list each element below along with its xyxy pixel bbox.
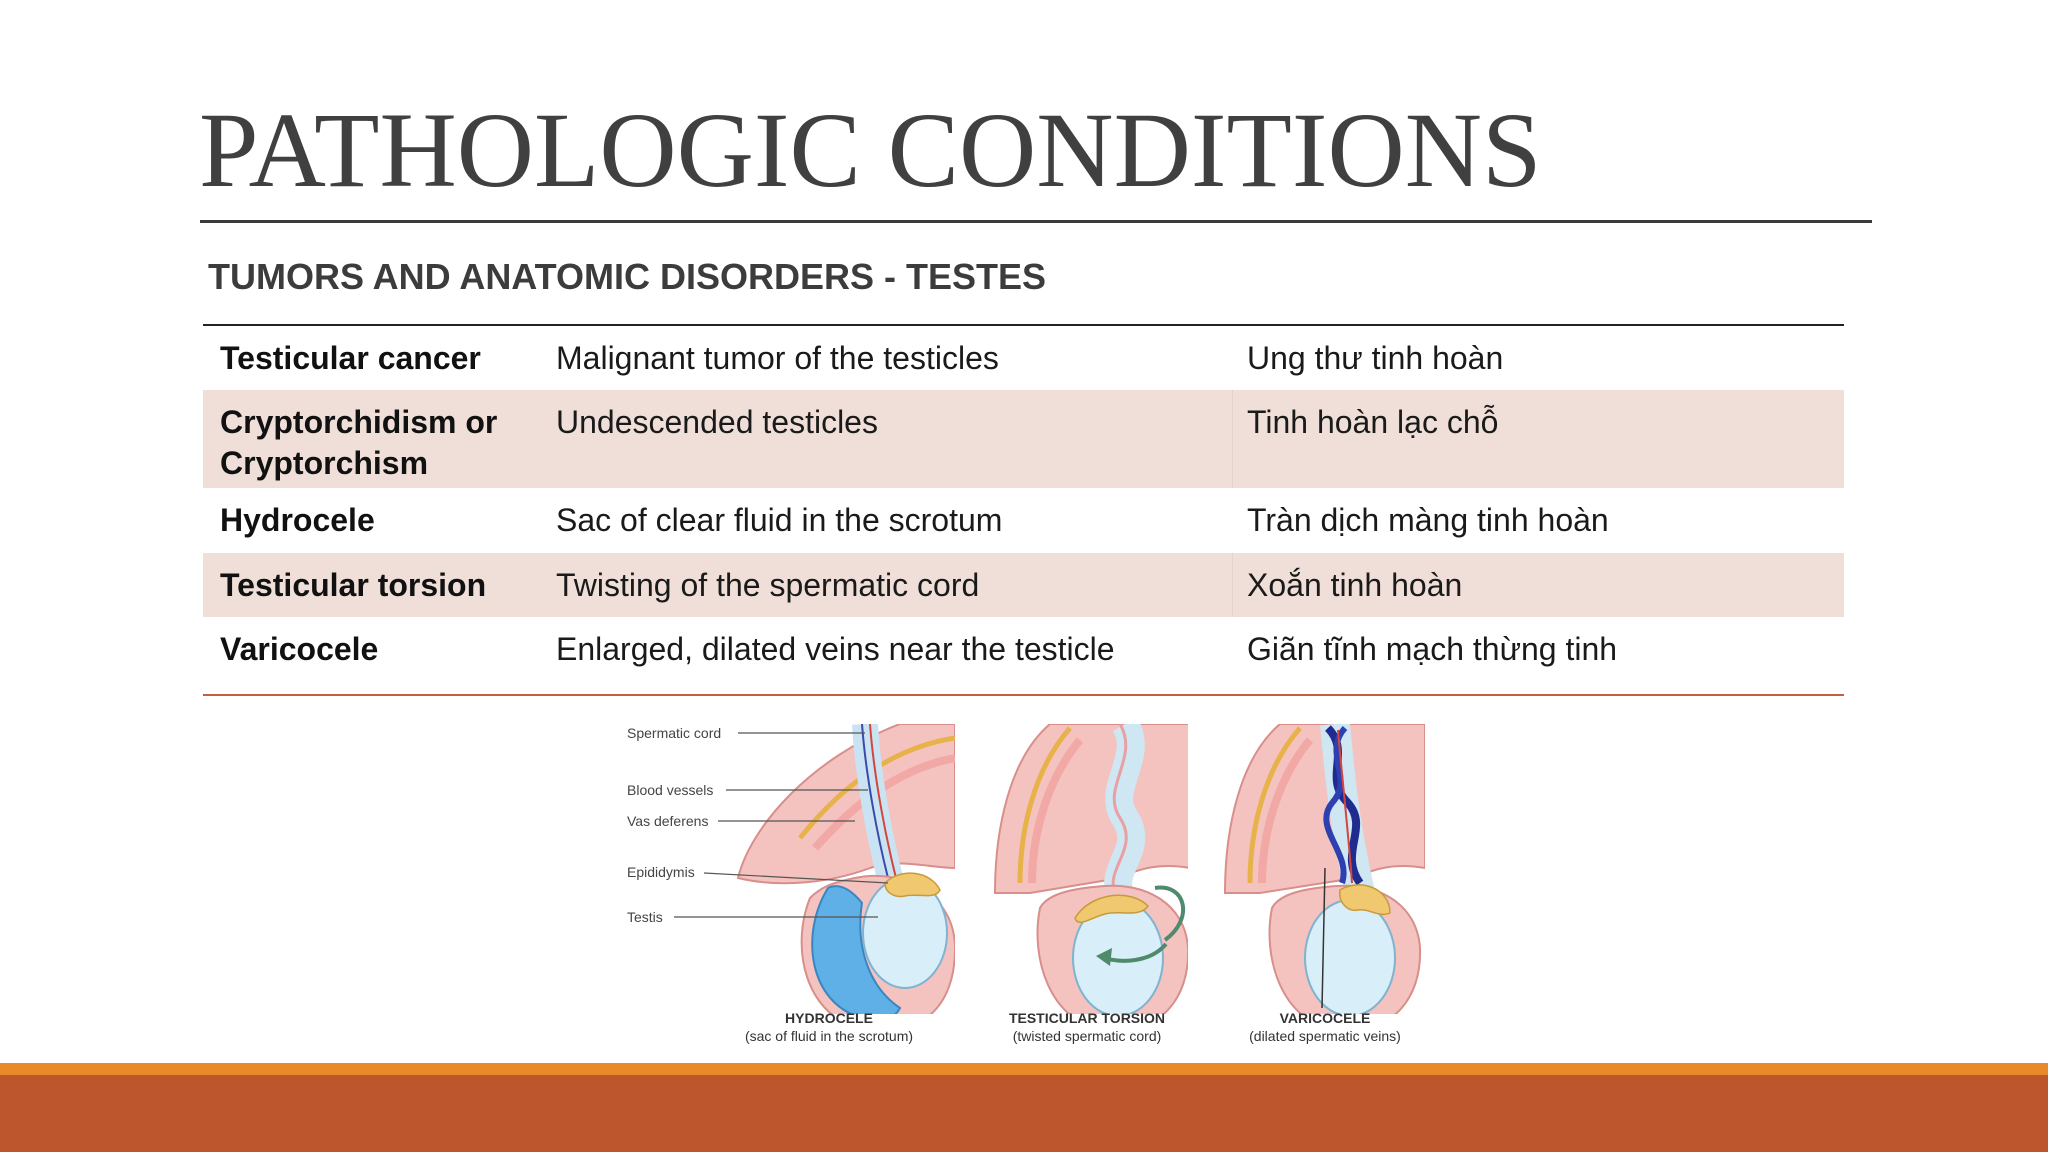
hydrocele-illustration [715,724,955,1031]
slide-title: PATHOLOGIC CONDITIONS [199,92,1542,210]
vietnamese-cell: Giãn tĩnh mạch thừng tinh [1247,631,1618,667]
term-cell: Testicular torsion [220,567,487,603]
footer-bar [0,1075,2048,1152]
definition-cell: Sac of clear fluid in the scrotum [556,502,1003,538]
torsion-caption-text: (twisted spermatic cord) [1012,1028,1162,1044]
title-rule [200,220,1872,223]
vietnamese-cell: Xoắn tinh hoàn [1247,567,1463,603]
hydrocele-caption-text: (sac of fluid in the scrotum) [744,1028,914,1044]
table-row [203,617,1844,694]
definition-cell: Twisting of the spermatic cord [556,567,980,603]
label-spermatic-cord: Spermatic cord [627,725,722,741]
table-bottom-rule [203,694,1844,696]
label-blood-vessels: Blood vessels [627,782,714,798]
term-cell: Cryptorchidism or Cryptorchism [220,404,498,481]
vietnamese-cell: Tràn dịch màng tinh hoàn [1247,502,1609,538]
varicocele-caption-title: VARICOCELE [1279,1010,1371,1026]
term-cell: Testicular cancer [220,340,481,376]
varicocele-illustration [1220,724,1425,1031]
table-row [203,488,1844,553]
label-epididymis: Epididymis [627,864,695,880]
table-row [203,553,1844,617]
definition-cell: Undescended testicles [556,404,878,440]
term-cell: Hydrocele [220,502,375,538]
anatomy-figure [600,718,1440,1053]
table-row [203,390,1844,488]
label-testis: Testis [627,909,663,925]
hydrocele-caption-title: HYDROCELE [785,1010,873,1026]
term-cell: Varicocele [220,631,379,667]
definition-cell: Malignant tumor of the testicles [556,340,999,376]
figure-labels [627,725,721,925]
vietnamese-cell: Ung thư tinh hoàn [1247,340,1504,376]
footer-accent-line [0,1063,2048,1075]
definition-cell: Enlarged, dilated veins near the testicle [556,631,1115,667]
torsion-illustration [988,724,1190,1031]
panel-captions [745,1010,1401,1044]
vietnamese-cell: Tinh hoàn lạc chỗ [1247,404,1499,440]
torsion-caption-title: TESTICULAR TORSION [1008,1010,1166,1026]
label-vas-deferens: Vas deferens [627,813,709,829]
varicocele-caption-text: (dilated spermatic veins) [1249,1028,1401,1044]
slide-subtitle: TUMORS AND ANATOMIC DISORDERS - TESTES [208,256,1047,297]
table-row [203,326,1844,390]
